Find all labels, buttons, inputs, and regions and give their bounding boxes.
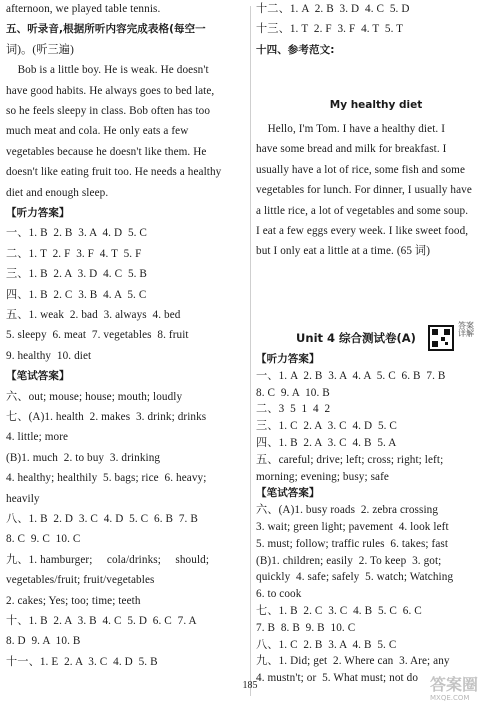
text-line: a little rice, a lot of vegetables and some soup. (256, 204, 469, 217)
text-line: 【笔试答案】 (256, 487, 320, 500)
text-line: 九、1. hamburger; cola/drinks; should; (6, 553, 210, 566)
text-line: quickly 4. safe; safely 5. watch; Watching (256, 571, 454, 584)
text-line: 八、1. B 2. D 3. C 4. D 5. C 6. B 7. B (6, 513, 198, 525)
text-line: 8. C 9. C 10. C (6, 533, 81, 546)
text-line: 7. B 8. B 9. B 10. C (256, 621, 356, 634)
watermark (430, 676, 496, 706)
text-line: 4. little; more (6, 431, 69, 444)
text-line: 七、(A)1. health 2. makes 3. drink; drinks (6, 411, 207, 423)
qr-code-icon (428, 325, 454, 351)
text-line: 十一、1. E 2. A 3. C 4. D 5. B (6, 655, 158, 668)
text-line: 3. wait; green light; pavement 4. look left (256, 521, 449, 533)
text-line: 词)。(听三遍) (6, 43, 74, 56)
text-line: 5. sleepy 6. meat 7. vegetables 8. fruit (6, 329, 189, 342)
text-line: I eat a few eggs every week. I like sweet food, (256, 225, 469, 237)
text-line: 五、听录音,根据所听内容完成表格(每空一 (6, 23, 206, 36)
text-line: 六、out; mouse; house; mouth; loudly (6, 390, 183, 403)
text-line: 8. D 9. A 10. B (6, 635, 81, 648)
text-line: 8. C 9. A 10. B (256, 386, 330, 399)
text-line: 6. to cook (256, 588, 302, 601)
text-line: 二、3 5 1 4 2 (256, 403, 331, 416)
text-line: vegetables/fruit; fruit/vegetables (6, 574, 155, 587)
column-divider (250, 6, 251, 696)
text-line: 六、(A)1. busy roads 2. zebra crossing (256, 504, 439, 517)
text-line: 十、1. B 2. A 3. B 4. C 5. D 6. C 7. A (6, 615, 197, 627)
text-line: 八、1. C 2. B 3. A 4. B 5. C (256, 638, 397, 651)
text-line: Hello, I'm Tom. I have a healthy diet. I (256, 123, 446, 135)
text-line: doesn't like eating fruit too. He needs a healthy (6, 166, 222, 179)
text-line: 十二、1. A 2. B 3. D 4. C 5. D (256, 3, 410, 15)
text-line: diet and enough sleep. (6, 186, 109, 199)
page-number: 185 (242, 680, 258, 691)
text-line: 十四、参考范文: (256, 43, 335, 56)
text-line: 三、1. B 2. A 3. D 4. C 5. B (6, 268, 147, 281)
text-line: so he feels sleepy in class. Bob often has too (6, 105, 211, 117)
text-line: 4. mustn't; or 5. What must; not do (256, 672, 419, 685)
unit-title: Unit 4 综合测试卷(A) (296, 331, 416, 345)
text-line: usually have a lot of rice, some fish and some (256, 163, 466, 176)
text-line: 七、1. B 2. C 3. C 4. B 5. C 6. C (256, 605, 422, 617)
text-line: 二、1. T 2. F 3. F 4. T 5. F (6, 247, 142, 260)
text-line: 【听力答案】 (6, 207, 70, 219)
text-line: 4. healthy; healthily 5. bags; rice 6. heavy; (6, 472, 207, 485)
text-line: vegetables for lunch. For dinner, I usually have (256, 184, 472, 197)
text-line: 【听力答案】 (256, 353, 320, 365)
text-line: 【笔试答案】 (6, 370, 70, 383)
text-line: 五、careful; drive; left; cross; right; left; (256, 453, 444, 466)
text-line: 五、1. weak 2. bad 3. always 4. bed (6, 309, 181, 321)
text-line: 9. healthy 10. diet (6, 349, 92, 362)
text-line: (B)1. children; easily 2. To keep 3. got; (256, 554, 442, 567)
text-line: 九、1. Did; get 2. Where can 3. Are; any (256, 655, 450, 668)
text-line: 十三、1. T 2. F 3. F 4. T 5. T (256, 23, 404, 36)
text-line: but I only eat a little at a time. (65 词) (256, 245, 431, 258)
text-line: have some bread and milk for breakfast. I (256, 143, 447, 156)
text-line: have good habits. He always goes to bed late, (6, 84, 215, 97)
text-line: 2. cakes; Yes; too; time; teeth (6, 594, 141, 607)
text-line: 一、1. A 2. B 3. A 4. A 5. C 6. B 7. B (256, 369, 446, 382)
text-line: 四、1. B 2. C 3. B 4. A 5. C (6, 288, 147, 301)
text-line: Bob is a little boy. He is weak. He doesn't (6, 64, 209, 77)
text-line: 三、1. C 2. A 3. C 4. D 5. C (256, 420, 397, 433)
text-line: afternoon, we played table tennis. (6, 3, 161, 15)
text-line: morning; evening; busy; safe (256, 470, 389, 483)
essay-title: My healthy diet (329, 99, 423, 111)
text-line: (B)1. much 2. to buy 3. drinking (6, 451, 161, 464)
watermark-main: 答案圈 (430, 675, 479, 694)
text-line: heavily (6, 492, 40, 505)
text-line: 四、1. B 2. A 3. C 4. B 5. A (256, 437, 397, 449)
text-line: vegetables because he doesn't like them. He (6, 145, 207, 158)
qr-label: 答案 详解 (458, 321, 474, 338)
text-line: 一、1. B 2. B 3. A 4. D 5. C (6, 227, 147, 240)
text-line: much meat and cola. He only eats a few (6, 125, 189, 138)
text-line: 5. must; follow; traffic rules 6. takes; fast (256, 537, 449, 550)
watermark-sub: MXQE.COM (430, 694, 470, 702)
